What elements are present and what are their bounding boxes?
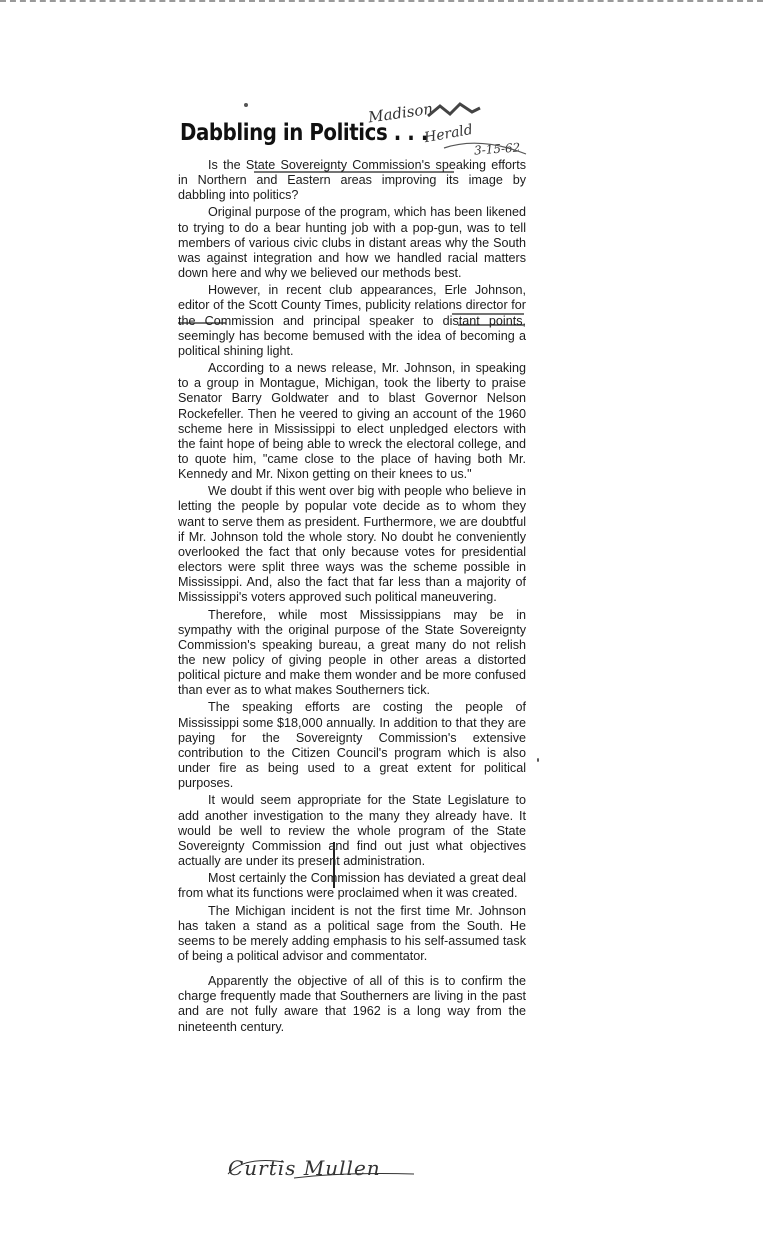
headline: Dabbling in Politics . . . [180, 120, 428, 146]
handwritten-source: Madison [367, 99, 435, 127]
pen-stroke-icon [440, 128, 530, 158]
handwritten-date: 3-15-62 [473, 140, 521, 158]
pen-scribble-icon [426, 102, 482, 124]
speck [537, 758, 539, 762]
paragraph: According to a news release, Mr. Johnson, in speaking to a group in Montague, Michigan, took the liberty to praise Senator Barry Goldwater and to blast Governor Nelson Rockefeller. Then he veered to giving an account of the 1960 scheme here in Mississippi to elect unpledged electors with the faint hope of being able to wreck the electoral college, and to quote him, "came close to the place of having both Mr. Kennedy and Mr. Nixon getting on their knees to us." [178, 361, 526, 482]
underline-mark [178, 321, 226, 325]
paragraph: The Michigan incident is not the first time Mr. Johnson has taken a stand as a political sage from the South. He seems to be merely adding emphasis to his self-assumed task of being a political advisor and commentator. [178, 903, 526, 963]
paragraph: Is the State Sovereignty Commission's speaking efforts in Northern and Eastern areas improving its image by dabbling into politics? [178, 158, 526, 203]
perforated-edge [0, 0, 763, 8]
pen-mark [330, 842, 338, 888]
paragraph: It would seem appropriate for the State Legislature to add another investigation to the many they already have. It would be well to review the whole program of the State Sovereignty Commission and find out just what objectives actually are under its present administration. [178, 793, 526, 869]
paragraph: Most certainly the Commission has deviated a great deal from what its functions were proclaimed when it was created. [178, 871, 526, 901]
underline-mark [254, 170, 454, 174]
underline-mark [458, 323, 524, 327]
paragraph: Original purpose of the program, which has been likened to trying to do a bear hunting job with a pop-gun, was to tell members of various civic clubs in distant areas why the South was against integration and how we handled racial matters down here and why we believed our methods best. [178, 205, 526, 281]
signature [224, 1152, 444, 1186]
newspaper-clipping [178, 96, 526, 1037]
paragraph: Apparently the objective of all of this is to confirm the charge frequently made that Southerners are living in the past and are not fully aware that 1962 is a long way from the nineteenth century. [178, 974, 526, 1034]
paragraph: The speaking efforts are costing the people of Mississippi some $18,000 annually. In addition to that they are paying for the Sovereignty Commission's extensive contribution to the Citizen Council's program which is also under fire as being used to a great extent for political purposes. [178, 700, 526, 791]
paragraph: Therefore, while most Mississippians may be in sympathy with the original purpose of the State Sovereignty Commission's speaking bureau, a great many do not relish the new policy of giving people in other areas a distorted political picture and make them wonder and be more confused than ever as to what makes Southerners tick. [178, 607, 526, 698]
paragraph: We doubt if this went over big with people who believe in letting the people by popular vote decide as to whom they want to serve them as president. Furthermore, we are doubtful if Mr. Johnson told the whole story. No doubt he conveniently overlooked the fact that only because votes for presidential electors were split three ways was the scheme possible in Mississippi. And, also the fact that far less than a majority of Mississippi's voters approved such political maneuvering. [178, 484, 526, 605]
article-body [178, 158, 526, 1035]
signature-text: Curtis Mullen [228, 1156, 381, 1180]
paragraph: However, in recent club appearances, Erle Johnson, editor of the Scott County Times, publicity relations director for the Commission and principal speaker to distant points, seemingly has become bemused with the idea of becoming a political shining light. [178, 283, 526, 358]
speck [244, 103, 248, 107]
underline-mark [452, 312, 524, 316]
handwritten-paper: Herald [422, 121, 475, 147]
